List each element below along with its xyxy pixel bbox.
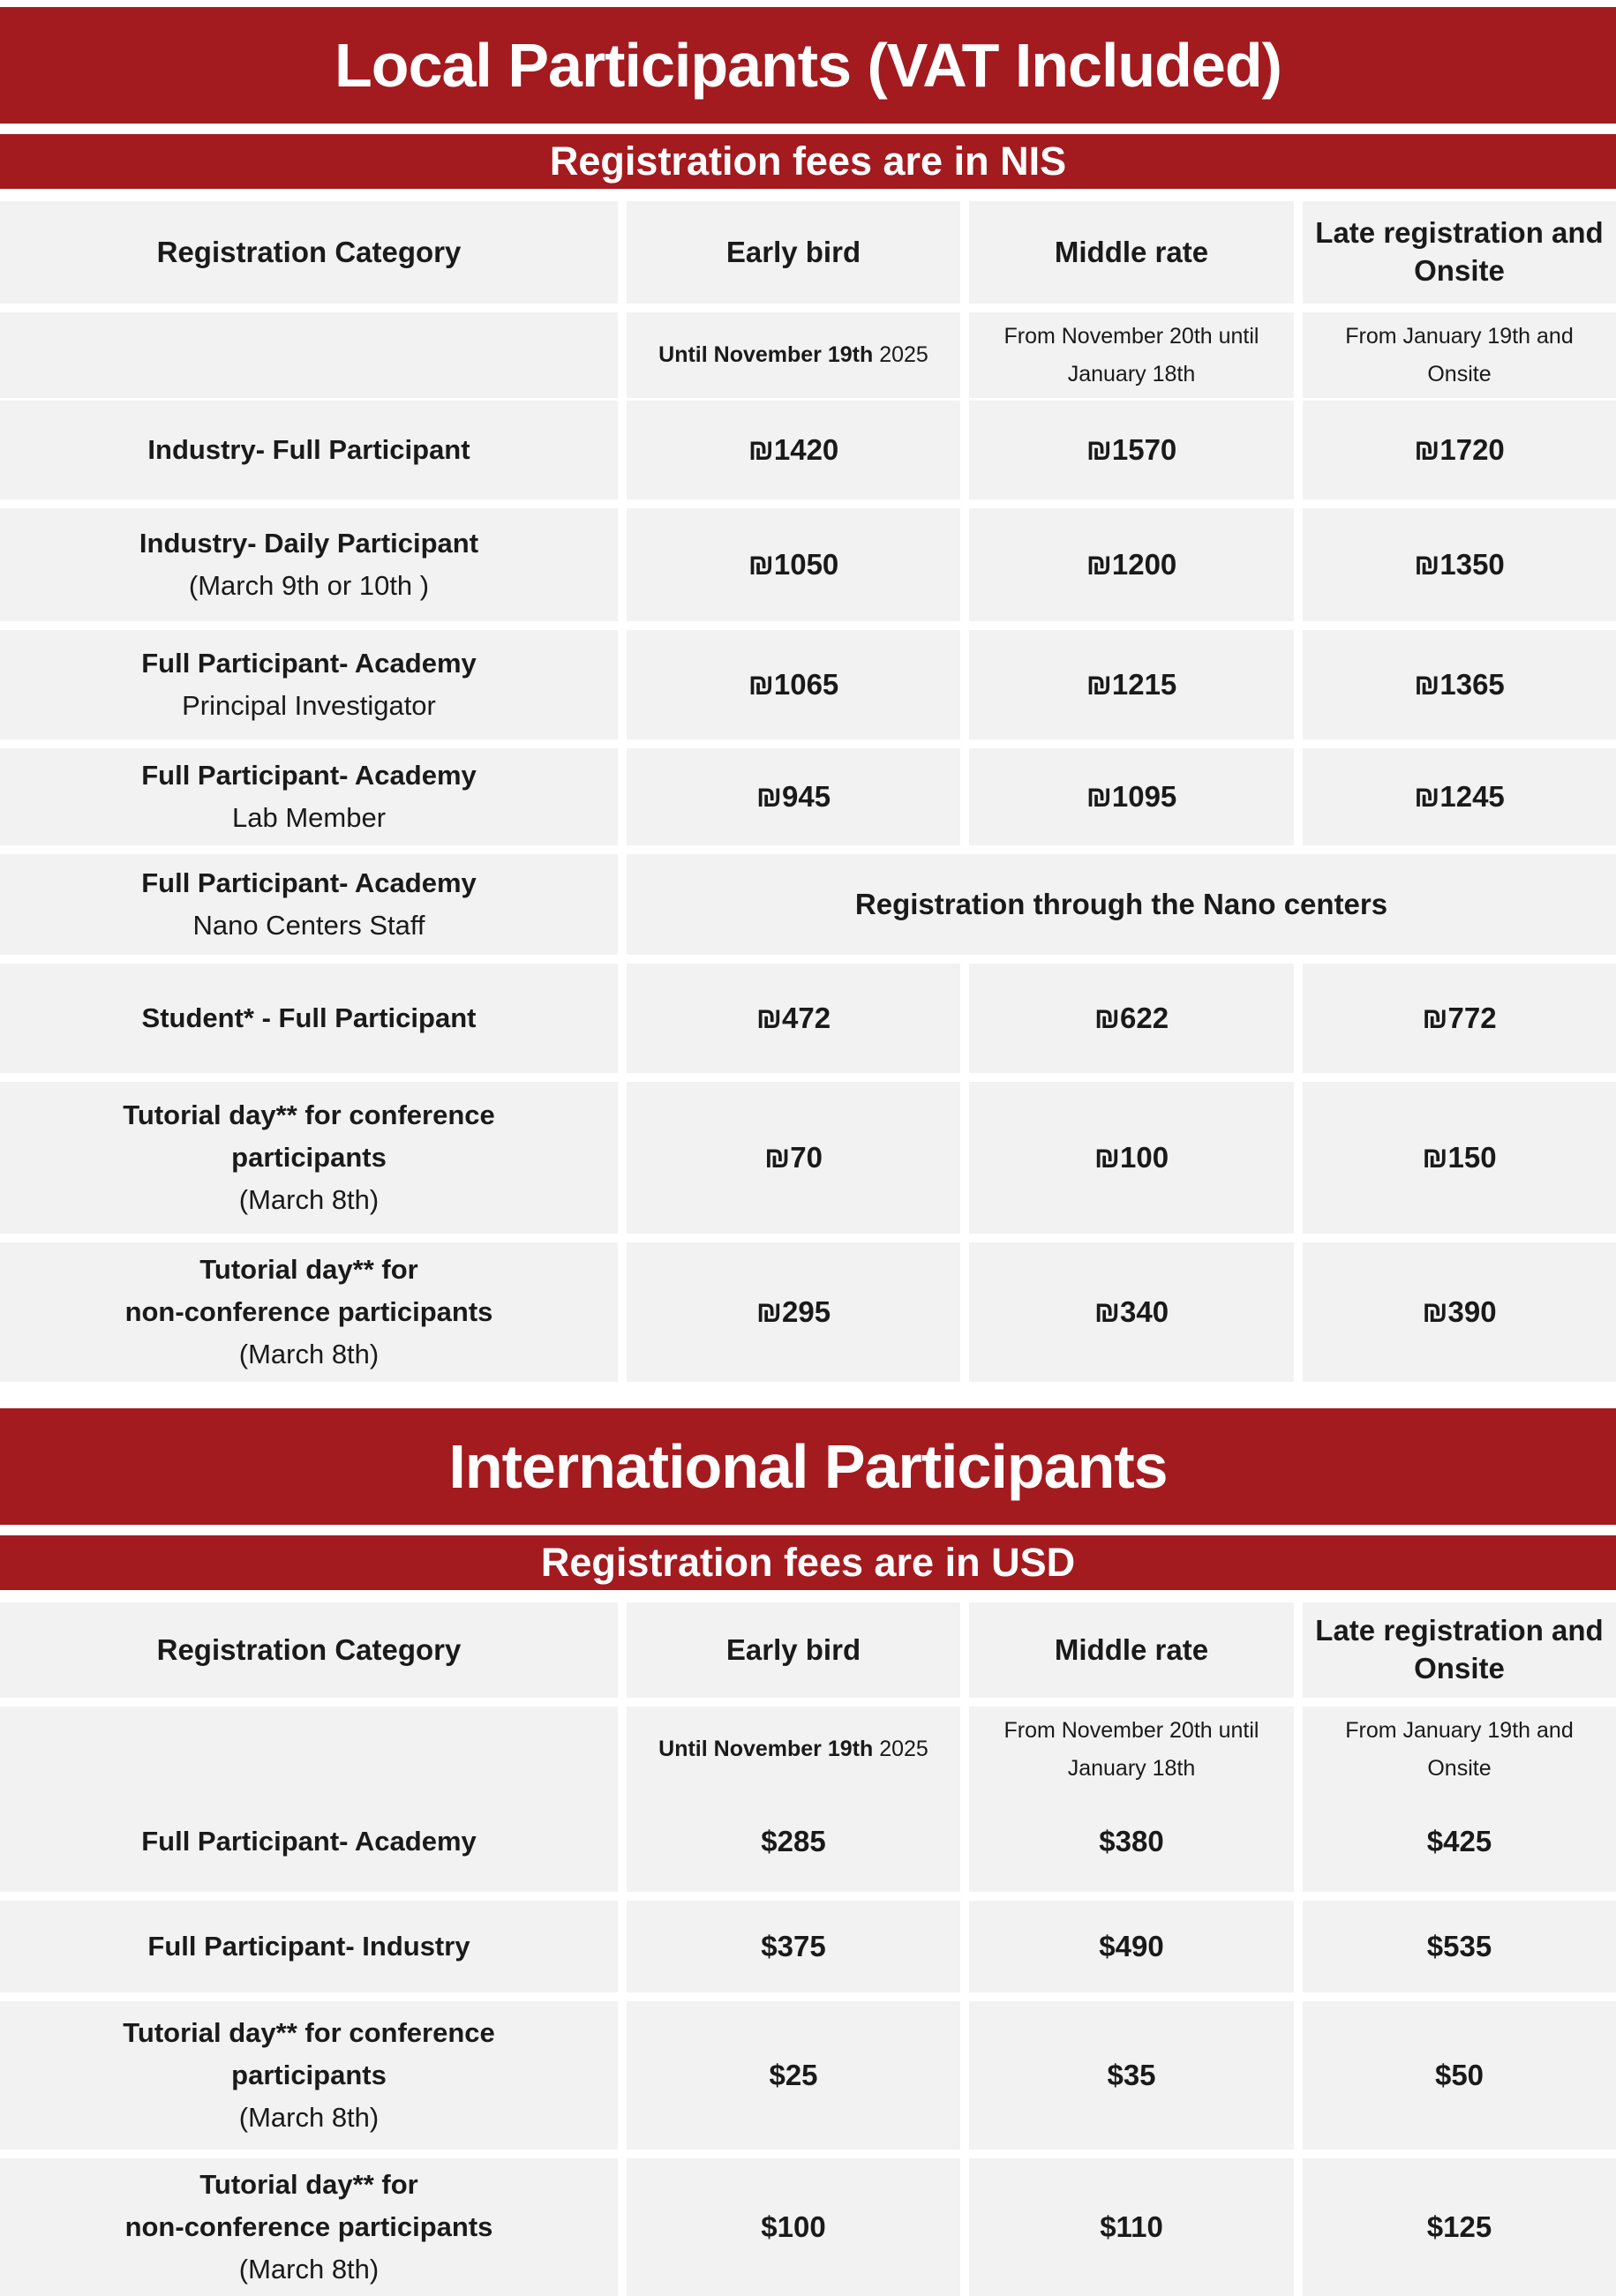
table-row — [0, 1791, 1616, 1892]
category-label-2: participants — [231, 2059, 387, 2090]
late-price: ₪1365 — [1303, 630, 1616, 739]
early-bird-price: ₪1420 — [627, 401, 960, 499]
category-label: Full Participant- Academy — [141, 759, 477, 791]
section-divider — [0, 1382, 1616, 1408]
table-row — [0, 1242, 1616, 1382]
late-price: ₪1350 — [1303, 508, 1616, 621]
category-label: Full Participant- Academy — [141, 867, 477, 898]
local-header-row — [0, 201, 1616, 304]
table-row — [0, 401, 1616, 499]
local-dates-early-text — [658, 336, 928, 374]
international-dates-early-year: 2025 — [873, 1737, 928, 1762]
local-subtitle: Registration fees are in NIS — [549, 139, 1067, 184]
local-header-early-bird: Early bird — [627, 201, 960, 304]
international-dates-late-text: From January 19th and Onsite — [1345, 1718, 1574, 1781]
category-label: Industry- Full Participant — [147, 433, 470, 465]
category-cell — [0, 964, 618, 1073]
early-bird-price: ₪1065 — [627, 630, 960, 739]
category-label: Full Participant- Industry — [147, 1930, 470, 1962]
category-cell — [0, 748, 618, 845]
category-cell — [0, 508, 618, 621]
category-cell — [0, 1901, 618, 1992]
international-dates-empty-cell — [0, 1707, 618, 1792]
category-cell — [0, 1242, 618, 1382]
middle-rate-price: $35 — [969, 2001, 1294, 2150]
local-dates-middle-text: From November 20th until January 18th — [1003, 324, 1259, 386]
international-dates-middle-text: From November 20th until January 18th — [1003, 1718, 1259, 1781]
early-bird-price: ₪472 — [627, 964, 960, 1073]
local-dates-middle — [969, 312, 1294, 398]
table-row-merged — [0, 854, 1616, 955]
international-dates-early-text — [658, 1730, 928, 1768]
international-subtitle: Registration fees are in USD — [540, 1540, 1076, 1585]
category-label: Tutorial day** for conference — [123, 1099, 495, 1130]
category-cell — [0, 1082, 618, 1234]
local-dates-late-text: From January 19th and Onsite — [1345, 324, 1574, 386]
international-title: International Participants — [448, 1432, 1168, 1501]
table-row — [0, 508, 1616, 621]
category-subtext: (March 8th) — [238, 2254, 380, 2285]
international-header-category: Registration Category — [0, 1602, 618, 1698]
category-label-2: non-conference participants — [124, 2211, 493, 2243]
middle-rate-price: ₪1200 — [969, 508, 1294, 621]
category-subtext: (March 8th) — [238, 2102, 380, 2134]
late-price: $425 — [1303, 1791, 1616, 1892]
category-label: Tutorial day** for conference — [123, 2016, 495, 2048]
early-bird-price: ₪1050 — [627, 508, 960, 621]
international-dates-row — [0, 1707, 1616, 1782]
category-cell — [0, 630, 618, 739]
local-subtitle-banner — [0, 134, 1616, 189]
early-bird-price: $25 — [627, 2001, 960, 2150]
local-dates-row — [0, 312, 1616, 392]
category-cell — [0, 2001, 618, 2150]
early-bird-price: $375 — [627, 1901, 960, 1992]
category-subtext: (March 8th) — [238, 1339, 380, 1370]
international-dates-early-bold: Until November 19th — [658, 1737, 874, 1762]
local-header-category: Registration Category — [0, 201, 618, 304]
local-dates-early — [627, 312, 960, 398]
middle-rate-price: ₪100 — [969, 1082, 1294, 1234]
late-price: $50 — [1303, 2001, 1616, 2150]
late-price: ₪1245 — [1303, 748, 1616, 845]
table-row — [0, 748, 1616, 845]
table-row — [0, 1901, 1616, 1992]
category-label: Tutorial day** for — [199, 2169, 418, 2200]
international-header-early-bird: Early bird — [627, 1602, 960, 1698]
table-row — [0, 1082, 1616, 1234]
international-dates-late — [1303, 1707, 1616, 1792]
nano-centers-note: Registration through the Nano centers — [627, 854, 1616, 955]
category-cell — [0, 1791, 618, 1892]
local-dates-early-bold: Until November 19th — [658, 342, 874, 368]
international-header-middle-rate: Middle rate — [969, 1602, 1294, 1698]
early-bird-price: ₪945 — [627, 748, 960, 845]
local-dates-early-year: 2025 — [873, 342, 928, 368]
late-price: ₪390 — [1303, 1242, 1616, 1382]
international-dates-middle — [969, 1707, 1294, 1792]
international-dates-early — [627, 1707, 960, 1792]
local-title-banner — [0, 7, 1616, 124]
local-dates-empty-cell — [0, 312, 618, 398]
local-dates-late — [1303, 312, 1616, 398]
category-subtext: (March 8th) — [238, 1184, 380, 1216]
late-price: ₪772 — [1303, 964, 1616, 1073]
middle-rate-price: $380 — [969, 1791, 1294, 1892]
category-label-2: participants — [231, 1141, 387, 1173]
middle-rate-price: ₪622 — [969, 964, 1294, 1073]
late-price: $125 — [1303, 2158, 1616, 2296]
international-header-row — [0, 1602, 1616, 1698]
category-subtext: Nano Centers Staff — [192, 910, 425, 941]
category-label: Full Participant- Academy — [141, 1825, 477, 1857]
early-bird-price: $100 — [627, 2158, 960, 2296]
late-price: ₪150 — [1303, 1082, 1616, 1234]
category-label: Full Participant- Academy — [141, 647, 477, 679]
international-header-late-registration — [1303, 1602, 1616, 1698]
category-subtext: (March 9th or 10th ) — [188, 570, 430, 601]
international-header-late-label: Late registration and Onsite — [1315, 1614, 1604, 1684]
early-bird-price: ₪295 — [627, 1242, 960, 1382]
international-subtitle-banner — [0, 1535, 1616, 1590]
local-header-late-label: Late registration and Onsite — [1315, 216, 1604, 287]
category-subtext: Principal Investigator — [182, 690, 436, 721]
middle-rate-price: ₪1570 — [969, 401, 1294, 499]
middle-rate-price: ₪1215 — [969, 630, 1294, 739]
category-cell — [0, 854, 618, 955]
middle-rate-price: ₪1095 — [969, 748, 1294, 845]
local-title: Local Participants (VAT Included) — [334, 31, 1282, 100]
local-header-middle-rate: Middle rate — [969, 201, 1294, 304]
early-bird-price: $285 — [627, 1791, 960, 1892]
table-row — [0, 2001, 1616, 2150]
category-subtext: Lab Member — [231, 802, 387, 833]
early-bird-price: ₪70 — [627, 1082, 960, 1234]
local-header-late-registration — [1303, 201, 1616, 304]
middle-rate-price: $490 — [969, 1901, 1294, 1992]
middle-rate-price: $110 — [969, 2158, 1294, 2296]
category-label: Student* - Full Participant — [141, 1002, 477, 1033]
category-label-2: non-conference participants — [124, 1295, 493, 1327]
international-title-banner — [0, 1408, 1616, 1525]
middle-rate-price: ₪340 — [969, 1242, 1294, 1382]
category-cell — [0, 401, 618, 499]
table-row — [0, 630, 1616, 739]
late-price: $535 — [1303, 1901, 1616, 1992]
table-row — [0, 964, 1616, 1073]
category-cell — [0, 2158, 618, 2296]
table-row — [0, 2158, 1616, 2296]
category-label: Industry- Daily Participant — [139, 527, 479, 559]
category-label: Tutorial day** for — [199, 1253, 418, 1285]
late-price: ₪1720 — [1303, 401, 1616, 499]
